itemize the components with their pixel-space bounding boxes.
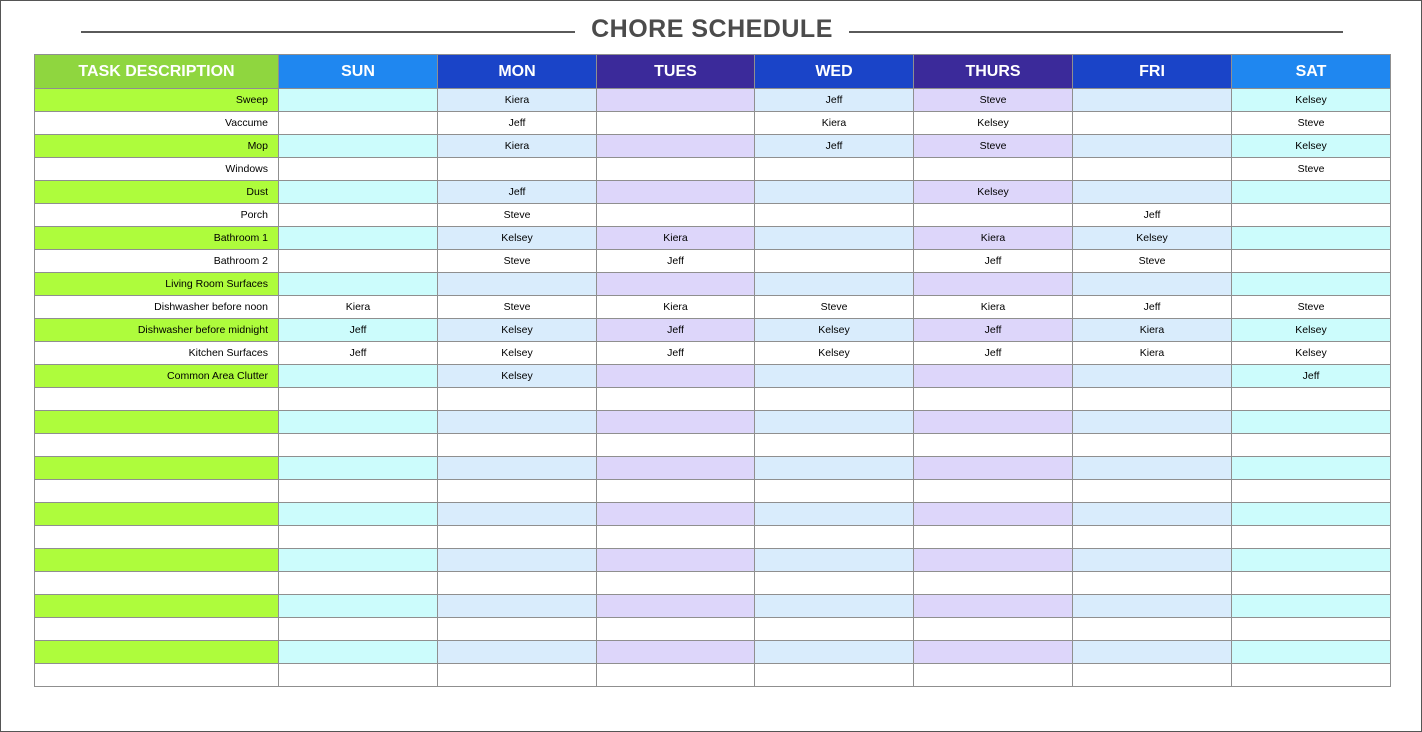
cell-mon	[438, 411, 597, 434]
cell-tues	[597, 549, 755, 572]
cell-sat	[1232, 503, 1391, 526]
task-description-cell: Kitchen Surfaces	[35, 342, 279, 365]
cell-fri	[1073, 457, 1232, 480]
cell-tues: Kiera	[597, 227, 755, 250]
cell-sun	[279, 664, 438, 687]
cell-wed	[755, 526, 914, 549]
table-row	[35, 158, 1391, 181]
task-description-cell: Dishwasher before midnight	[35, 319, 279, 342]
cell-wed: Jeff	[755, 135, 914, 158]
cell-mon	[438, 273, 597, 296]
cell-tues	[597, 112, 755, 135]
cell-wed	[755, 549, 914, 572]
cell-mon	[438, 480, 597, 503]
cell-sat	[1232, 641, 1391, 664]
cell-mon	[438, 457, 597, 480]
cell-sun	[279, 549, 438, 572]
header-thurs: THURS	[914, 55, 1073, 89]
cell-mon: Steve	[438, 296, 597, 319]
cell-tues	[597, 572, 755, 595]
cell-fri	[1073, 388, 1232, 411]
cell-mon: Kelsey	[438, 319, 597, 342]
cell-tues	[597, 480, 755, 503]
cell-sat: Steve	[1232, 158, 1391, 181]
cell-wed	[755, 204, 914, 227]
task-description-cell	[35, 434, 279, 457]
task-description-cell: Mop	[35, 135, 279, 158]
cell-mon: Kiera	[438, 89, 597, 112]
table-row	[35, 526, 1391, 549]
cell-tues	[597, 457, 755, 480]
cell-tues	[597, 664, 755, 687]
task-description-cell	[35, 411, 279, 434]
cell-fri	[1073, 572, 1232, 595]
cell-fri: Kelsey	[1073, 227, 1232, 250]
task-description-cell: Dust	[35, 181, 279, 204]
table-row	[35, 319, 1391, 342]
cell-sat	[1232, 549, 1391, 572]
task-description-cell	[35, 503, 279, 526]
cell-mon	[438, 595, 597, 618]
cell-thurs	[914, 641, 1073, 664]
cell-tues	[597, 595, 755, 618]
header-sun: SUN	[279, 55, 438, 89]
cell-sun	[279, 411, 438, 434]
cell-sun	[279, 365, 438, 388]
table-row	[35, 227, 1391, 250]
table-row	[35, 411, 1391, 434]
cell-mon	[438, 158, 597, 181]
task-description-cell	[35, 572, 279, 595]
cell-wed: Steve	[755, 296, 914, 319]
task-description-cell: Bathroom 2	[35, 250, 279, 273]
table-row	[35, 342, 1391, 365]
cell-sat	[1232, 480, 1391, 503]
cell-mon	[438, 664, 597, 687]
header-wed: WED	[755, 55, 914, 89]
cell-wed: Kiera	[755, 112, 914, 135]
cell-tues	[597, 204, 755, 227]
cell-sat: Steve	[1232, 112, 1391, 135]
cell-thurs	[914, 664, 1073, 687]
table-row	[35, 480, 1391, 503]
cell-wed	[755, 595, 914, 618]
task-description-cell: Common Area Clutter	[35, 365, 279, 388]
cell-fri: Steve	[1073, 250, 1232, 273]
cell-sun: Kiera	[279, 296, 438, 319]
cell-fri	[1073, 365, 1232, 388]
cell-tues	[597, 89, 755, 112]
cell-tues	[597, 618, 755, 641]
schedule-body	[35, 89, 1391, 687]
title-rule-left	[81, 31, 575, 33]
cell-wed	[755, 503, 914, 526]
cell-tues: Jeff	[597, 342, 755, 365]
cell-mon: Steve	[438, 204, 597, 227]
cell-tues	[597, 365, 755, 388]
cell-sat: Steve	[1232, 296, 1391, 319]
cell-sat: Kelsey	[1232, 89, 1391, 112]
cell-sun: Jeff	[279, 342, 438, 365]
cell-thurs: Steve	[914, 135, 1073, 158]
chore-schedule-table	[34, 54, 1391, 687]
cell-tues	[597, 434, 755, 457]
cell-mon: Jeff	[438, 181, 597, 204]
task-description-cell: Bathroom 1	[35, 227, 279, 250]
header-mon: MON	[438, 55, 597, 89]
cell-wed	[755, 618, 914, 641]
table-row	[35, 664, 1391, 687]
cell-sun	[279, 641, 438, 664]
task-description-cell	[35, 549, 279, 572]
cell-thurs: Kiera	[914, 296, 1073, 319]
cell-thurs: Kiera	[914, 227, 1073, 250]
cell-wed	[755, 434, 914, 457]
cell-fri	[1073, 135, 1232, 158]
cell-tues: Jeff	[597, 250, 755, 273]
cell-fri	[1073, 526, 1232, 549]
cell-sat: Kelsey	[1232, 319, 1391, 342]
cell-sat: Kelsey	[1232, 342, 1391, 365]
cell-tues: Kiera	[597, 296, 755, 319]
cell-sun	[279, 89, 438, 112]
table-row	[35, 641, 1391, 664]
cell-fri	[1073, 181, 1232, 204]
cell-fri	[1073, 641, 1232, 664]
cell-tues	[597, 411, 755, 434]
cell-fri	[1073, 89, 1232, 112]
table-row	[35, 89, 1391, 112]
task-description-cell	[35, 457, 279, 480]
cell-fri: Kiera	[1073, 319, 1232, 342]
cell-tues	[597, 273, 755, 296]
cell-sat	[1232, 388, 1391, 411]
cell-sun	[279, 112, 438, 135]
cell-thurs	[914, 595, 1073, 618]
cell-thurs	[914, 549, 1073, 572]
cell-fri: Jeff	[1073, 296, 1232, 319]
cell-thurs	[914, 411, 1073, 434]
cell-wed	[755, 572, 914, 595]
cell-mon: Kelsey	[438, 227, 597, 250]
task-description-cell	[35, 480, 279, 503]
cell-sat: Jeff	[1232, 365, 1391, 388]
cell-wed	[755, 273, 914, 296]
cell-sat: Kelsey	[1232, 135, 1391, 158]
cell-tues	[597, 158, 755, 181]
cell-fri	[1073, 618, 1232, 641]
task-description-cell: Dishwasher before noon	[35, 296, 279, 319]
cell-tues	[597, 181, 755, 204]
cell-sat	[1232, 434, 1391, 457]
cell-wed	[755, 388, 914, 411]
task-description-cell	[35, 641, 279, 664]
cell-thurs: Jeff	[914, 342, 1073, 365]
task-description-cell: Windows	[35, 158, 279, 181]
cell-thurs	[914, 365, 1073, 388]
cell-thurs	[914, 158, 1073, 181]
header-fri: FRI	[1073, 55, 1232, 89]
cell-thurs	[914, 618, 1073, 641]
cell-fri	[1073, 273, 1232, 296]
cell-sat	[1232, 273, 1391, 296]
cell-mon	[438, 388, 597, 411]
cell-fri: Kiera	[1073, 342, 1232, 365]
task-description-cell: Vaccume	[35, 112, 279, 135]
cell-fri: Jeff	[1073, 204, 1232, 227]
cell-mon: Jeff	[438, 112, 597, 135]
cell-wed	[755, 480, 914, 503]
table-row	[35, 365, 1391, 388]
cell-sun	[279, 595, 438, 618]
table-row	[35, 204, 1391, 227]
cell-sun	[279, 227, 438, 250]
cell-fri	[1073, 480, 1232, 503]
cell-sat	[1232, 181, 1391, 204]
cell-tues	[597, 503, 755, 526]
cell-sun	[279, 480, 438, 503]
table-row	[35, 273, 1391, 296]
cell-wed	[755, 227, 914, 250]
table-row	[35, 181, 1391, 204]
cell-mon	[438, 434, 597, 457]
cell-sat	[1232, 204, 1391, 227]
cell-sat	[1232, 618, 1391, 641]
cell-thurs	[914, 572, 1073, 595]
cell-fri	[1073, 411, 1232, 434]
cell-wed	[755, 664, 914, 687]
cell-mon: Kiera	[438, 135, 597, 158]
table-row	[35, 618, 1391, 641]
cell-wed	[755, 181, 914, 204]
cell-fri	[1073, 158, 1232, 181]
header-tues: TUES	[597, 55, 755, 89]
cell-sun: Jeff	[279, 319, 438, 342]
cell-sat	[1232, 227, 1391, 250]
title-rule-right	[849, 31, 1343, 33]
table-row	[35, 250, 1391, 273]
cell-thurs	[914, 204, 1073, 227]
cell-tues: Jeff	[597, 319, 755, 342]
cell-sun	[279, 503, 438, 526]
table-row	[35, 572, 1391, 595]
task-description-cell	[35, 526, 279, 549]
cell-thurs: Steve	[914, 89, 1073, 112]
table-row	[35, 388, 1391, 411]
page-title: CHORE SCHEDULE	[591, 15, 833, 43]
cell-sat	[1232, 526, 1391, 549]
cell-sat	[1232, 572, 1391, 595]
cell-thurs	[914, 480, 1073, 503]
cell-mon	[438, 641, 597, 664]
cell-thurs: Kelsey	[914, 112, 1073, 135]
header-row	[35, 55, 1391, 89]
cell-sat	[1232, 250, 1391, 273]
table-row	[35, 503, 1391, 526]
cell-thurs	[914, 388, 1073, 411]
cell-fri	[1073, 434, 1232, 457]
cell-thurs	[914, 526, 1073, 549]
cell-wed	[755, 250, 914, 273]
cell-wed	[755, 641, 914, 664]
table-row	[35, 112, 1391, 135]
cell-mon	[438, 503, 597, 526]
cell-sun	[279, 526, 438, 549]
task-description-cell: Living Room Surfaces	[35, 273, 279, 296]
cell-sat	[1232, 664, 1391, 687]
cell-sun	[279, 181, 438, 204]
cell-sun	[279, 204, 438, 227]
cell-tues	[597, 526, 755, 549]
cell-thurs	[914, 503, 1073, 526]
cell-thurs: Kelsey	[914, 181, 1073, 204]
task-description-cell: Sweep	[35, 89, 279, 112]
cell-thurs	[914, 434, 1073, 457]
cell-mon: Steve	[438, 250, 597, 273]
cell-sat	[1232, 411, 1391, 434]
task-description-cell: Porch	[35, 204, 279, 227]
header-task-description: TASK DESCRIPTION	[35, 55, 279, 89]
cell-wed: Kelsey	[755, 319, 914, 342]
task-description-cell	[35, 595, 279, 618]
cell-sun	[279, 572, 438, 595]
cell-fri	[1073, 595, 1232, 618]
cell-mon: Kelsey	[438, 365, 597, 388]
cell-sun	[279, 388, 438, 411]
cell-sun	[279, 135, 438, 158]
cell-sun	[279, 250, 438, 273]
title-bar	[1, 11, 1422, 51]
table-row	[35, 549, 1391, 572]
table-row	[35, 296, 1391, 319]
cell-mon	[438, 572, 597, 595]
header-sat: SAT	[1232, 55, 1391, 89]
cell-tues	[597, 388, 755, 411]
cell-mon	[438, 549, 597, 572]
cell-wed	[755, 411, 914, 434]
cell-tues	[597, 641, 755, 664]
cell-sat	[1232, 595, 1391, 618]
cell-thurs	[914, 273, 1073, 296]
task-description-cell	[35, 388, 279, 411]
table-row	[35, 457, 1391, 480]
cell-sun	[279, 457, 438, 480]
cell-fri	[1073, 112, 1232, 135]
table-row	[35, 595, 1391, 618]
cell-mon	[438, 618, 597, 641]
cell-mon: Kelsey	[438, 342, 597, 365]
cell-mon	[438, 526, 597, 549]
cell-thurs	[914, 457, 1073, 480]
task-description-cell	[35, 664, 279, 687]
table-row	[35, 135, 1391, 158]
task-description-cell	[35, 618, 279, 641]
cell-sun	[279, 273, 438, 296]
cell-wed	[755, 365, 914, 388]
cell-thurs: Jeff	[914, 250, 1073, 273]
cell-sun	[279, 158, 438, 181]
cell-fri	[1073, 549, 1232, 572]
cell-wed: Jeff	[755, 89, 914, 112]
cell-wed	[755, 158, 914, 181]
table-row	[35, 434, 1391, 457]
cell-fri	[1073, 664, 1232, 687]
cell-wed	[755, 457, 914, 480]
cell-sun	[279, 618, 438, 641]
cell-wed: Kelsey	[755, 342, 914, 365]
cell-tues	[597, 135, 755, 158]
cell-sun	[279, 434, 438, 457]
cell-sat	[1232, 457, 1391, 480]
cell-fri	[1073, 503, 1232, 526]
cell-thurs: Jeff	[914, 319, 1073, 342]
